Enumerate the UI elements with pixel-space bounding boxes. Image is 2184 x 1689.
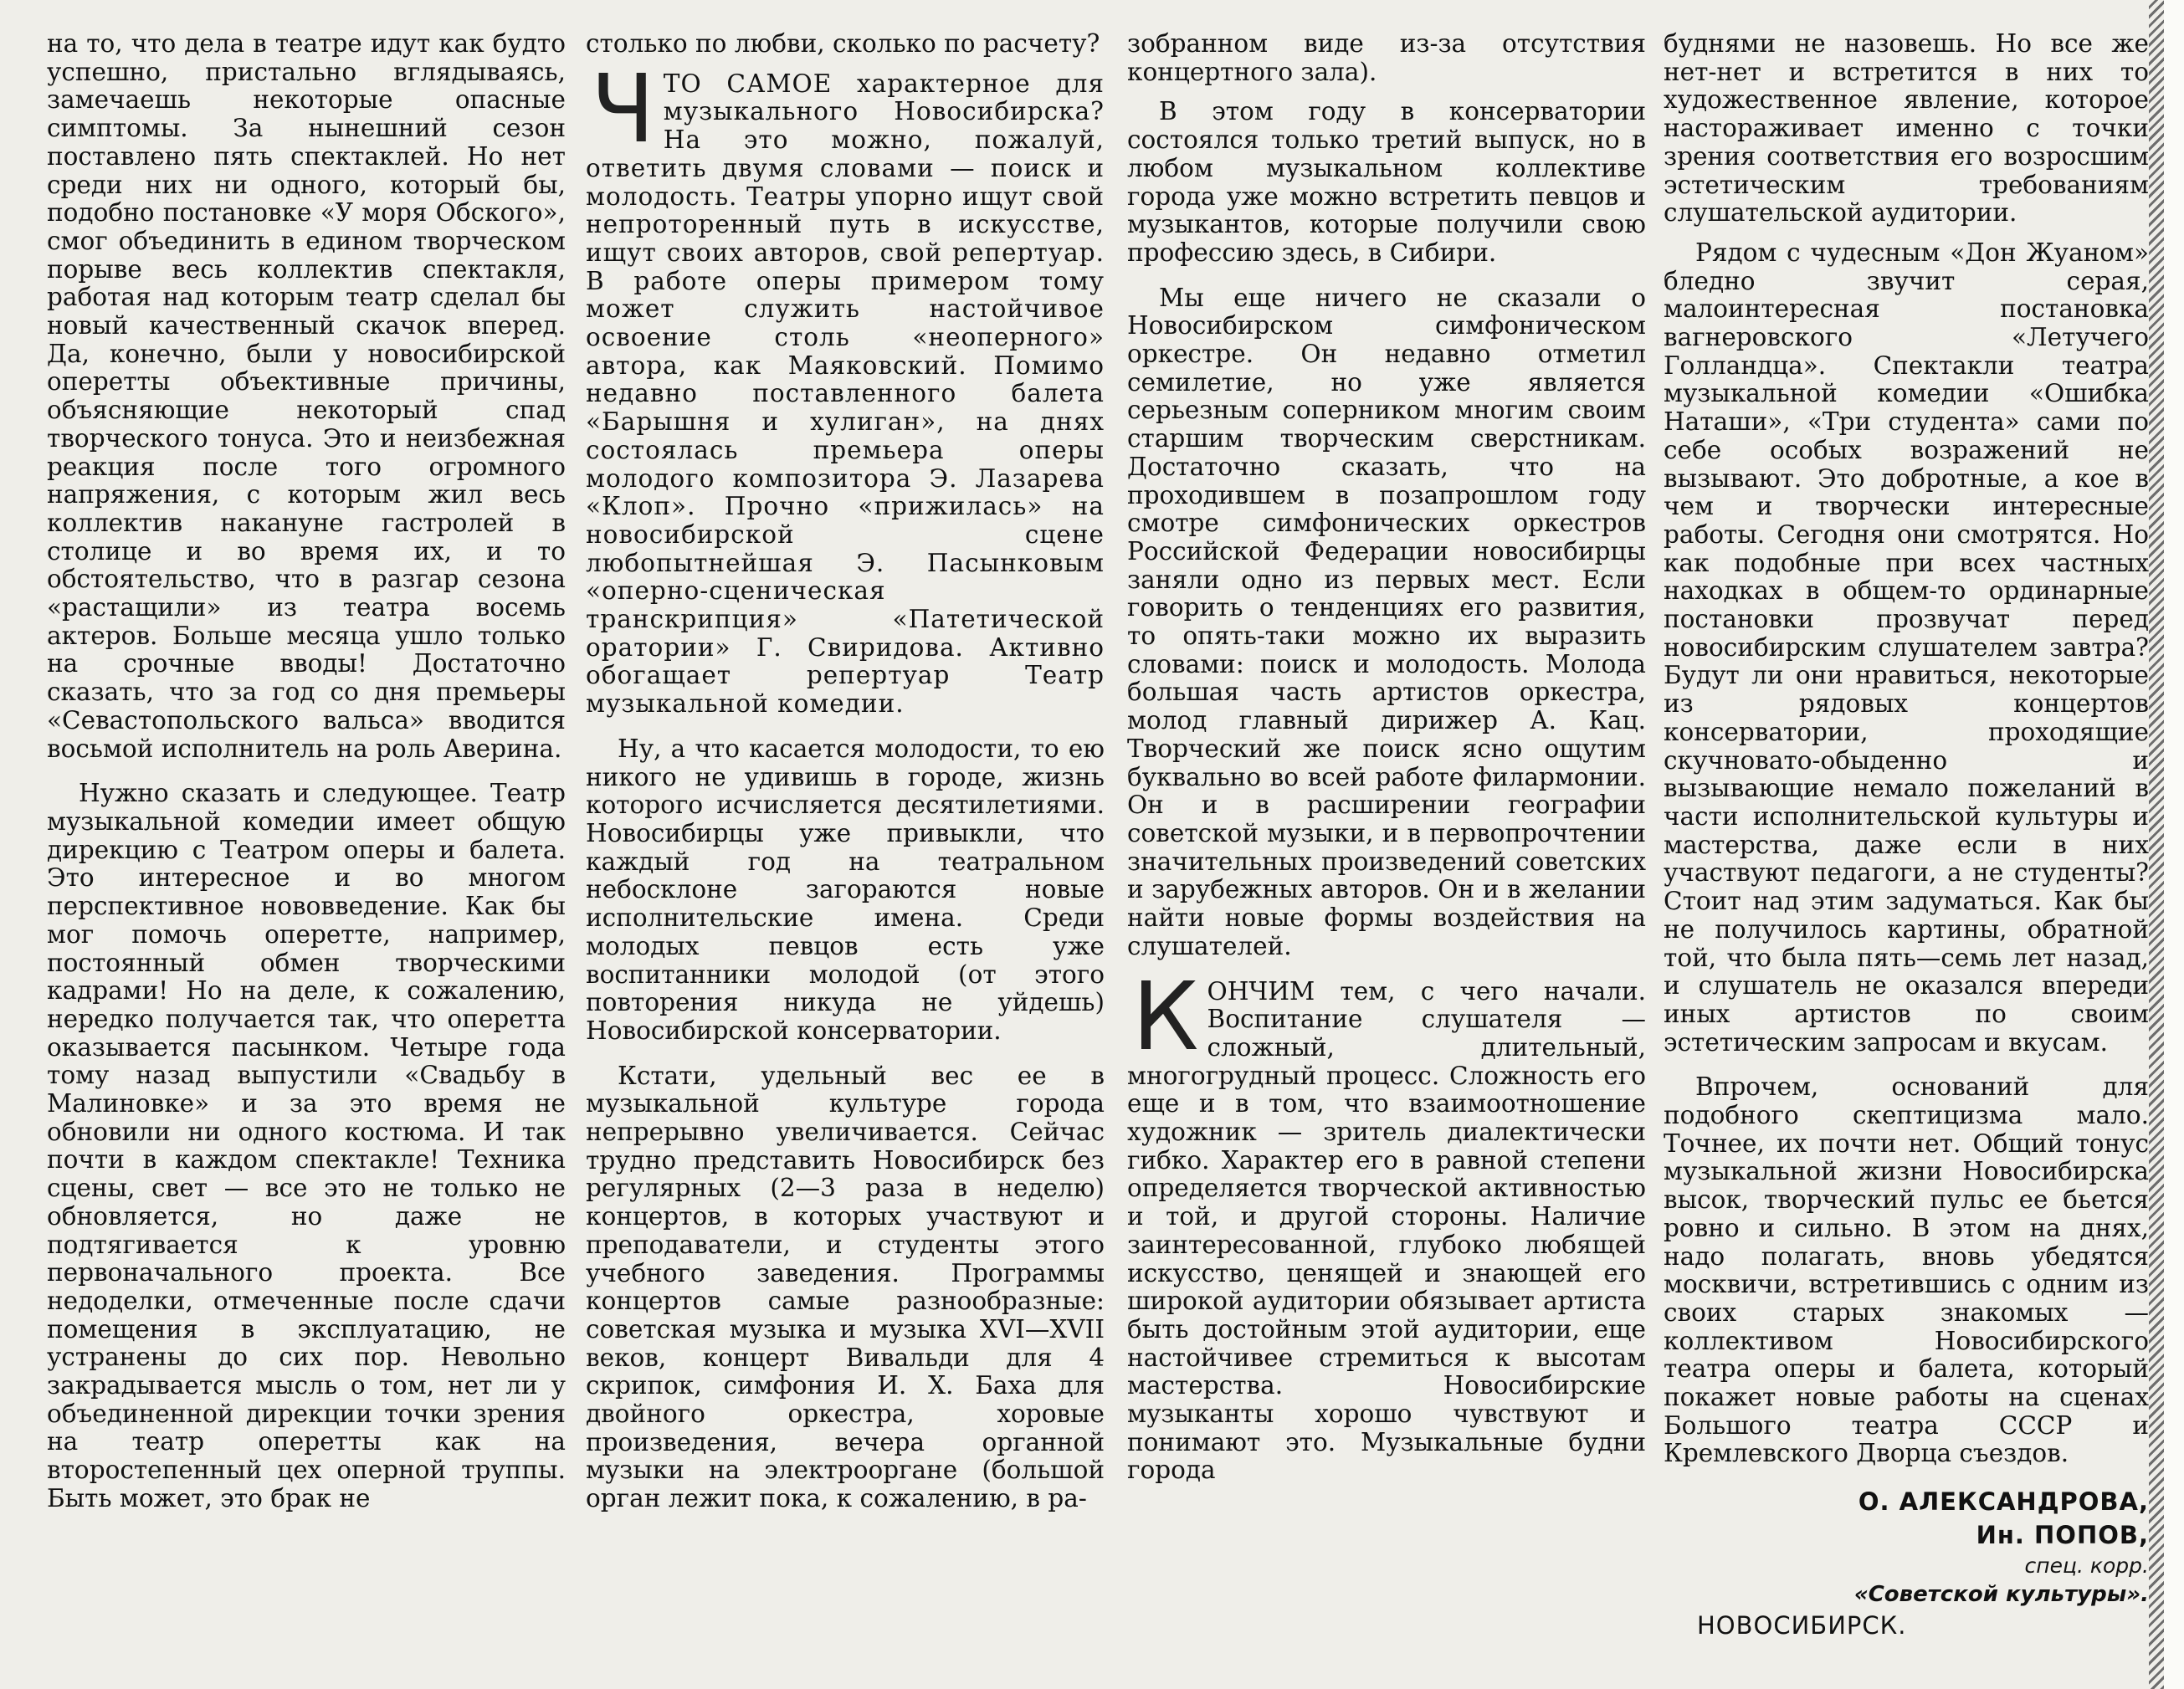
torn-edge <box>2149 0 2164 1689</box>
paragraph: Мы еще ничего не сказали о Новосибирском симфоническом оркестре. Он недавно отметил семилетие, но уже является серьезным соперником многим своим старшим творческим сверстникам. Достаточно сказать, что на проходившем в позапрошлом году смотре симфонических оркестров Российской Федерации новосибирцы заняли одно из первых мест. Если говорить о тенденциях его развития, то опять-таки можно их выразить словами: поиск и молодость. Молода большая часть артистов оркестра, молод главный дирижер А. Кац. Творческий же поиск ясно ощутим буквально во всей работе филармонии. Он и в расширении географии советской музыки, и в первопрочтении значительных произведений советских и зарубежных авторов. Он и в желании найти новые формы воздействия на слушателей. <box>1127 283 1646 960</box>
paragraph-with-dropcap <box>586 54 1105 719</box>
paragraph: В этом году в консерватории состоялся только третий выпуск, но в любом музыкальном коллективе города уже можно встретить певцов и музыкантов, которые получили свою профессию здесь, в Сибири. <box>1127 97 1646 267</box>
paragraph: Нужно сказать и следующее. Театр музыкальной комедии имеет общую дирекцию с Театром оперы и балета. Это интересное и во многом перспективное нововведение. Как бы мог помочь оперетте, например, постоянный обмен творческими кадрами! Но на деле, к сожалению, нередко получается так, что оперетта оказывается пасынком. Четыре года тому назад выпустили «Свадьбу в Малиновке» и за это время не обновили ни одного костюма. И так почти в каждом спектакле! Техника сцены, свет — все это не только не обновляется, но даже не подтягивается к уровню первоначального проекта. Все недоделки, отмеченные после сдачи помещения в эксплуатацию, не устранены до сих пор. Невольно закрадывается мысль о том, нет ли у объединенной дирекции точки зрения на театр оперетты как на второстепенный цех оперной труппы. Быть может, это брак не <box>47 779 566 1512</box>
paragraph: Ну, а что касается молодости, то ею никого не удивишь в городе, жизнь которого исчисляется десятилетиями. Новосибирцы уже привыкли, что каждый год на театральном небосклоне загораются новые исполнительские имена. Среди молодых певцов есть уже воспитанники молодой (от этого повторения никуда не уйдешь) Новосибирской консерватории. <box>586 734 1105 1045</box>
author-name: Ин. ПОПОВ, <box>1976 1521 2149 1550</box>
newspaper-name: «Советской культуры». <box>1853 1582 2149 1608</box>
paragraph-text: ОНЧИМ тем, с чего начали. Воспитание слушателя — сложный, длительный, многогрудный процесс. Сложность его еще и в том, что взаимоотношение художник — зритель диалектически гибко. Характер его в равной степени определяется творческой активностью и той, и другой стороны. Наличие заинтересованной, глубоко любящей искусство, ценящей и знающей его широкой аудитории обязывает артиста быть достойным этой аудитории, еще настойчивее стремиться к высотам мастерства. Новосибирские музыканты хорошо чувствуют и понимают это. Музыкальные будни города <box>1127 976 1646 1485</box>
author-role: спец. корр. <box>2024 1553 2149 1579</box>
drop-cap: К <box>1132 962 1199 1072</box>
article-column-3 <box>1127 30 1646 1682</box>
page-margin <box>2164 0 2184 1689</box>
article-column-2 <box>586 30 1105 1682</box>
paragraph: зобранном виде из-за отсутствия концертного зала). <box>1127 30 1646 86</box>
paragraph: столько по любви, сколько по расчету? <box>586 30 1100 58</box>
article-column-1 <box>47 30 566 1682</box>
paragraph: Рядом с чудесным «Дон Жуаном» бледно звучит серая, малоинтересная постановка вагнеровского «Летучего Голландца». Спектакли театра музыкальной комедии «Ошибка Наташи», «Три студента» сами по себе особых возражений не вызывают. Это добротные, а кое в чем и творчески интересные работы. Сегодня они смотрятся. Но как подобные при всех частных находках в общем-то ординарные постановки прозвучат перед новосибирским слушателем завтра? Будут ли они нравиться, некоторые из рядовых концертов консерватории, проходящие скучновато-обыденно и вызывающие немало пожеланий в части исполнительской культуры и мастерства, даже если в них участвуют педагоги, а не студенты? Стоит над этим задуматься. Как бы не получилось картины, обратной той, что была пять—семь лет назад, и слушатель не оказался впереди иных артистов по своим эстетическим запросам и вкусам. <box>1664 238 2149 1057</box>
article-column-4 <box>1664 30 2149 1682</box>
byline <box>1664 1485 2149 1609</box>
dateline-city: НОВОСИБИРСК. <box>1697 1611 1907 1640</box>
drop-cap: Ч <box>591 54 655 164</box>
author-name: О. АЛЕКСАНДРОВА, <box>1858 1487 2149 1517</box>
paragraph-with-dropcap <box>1127 962 1646 1486</box>
paragraph: Кстати, удельный вес ее в музыкальной культуре города непрерывно увеличивается. Сейчас трудно представить Новосибирск без регулярных (2—3 раза в неделю) концертов, в которых участвуют и преподаватели, и студенты этого учебного заведения. Программы концертов самые разнообразные: советская музыка и музыка XVI—XVII веков, концерт Вивальди для 4 скрипок, симфония И. Х. Баха для двойного оркестра, хоровые произведения, вечера органной музыки на электрооргане (большой орган лежит пока, к сожалению, в ра- <box>586 1061 1105 1513</box>
paragraph: буднями не назовешь. Но все же нет-нет и встретится в них то художественное явление, которое настораживает именно с точки зрения соответствия его возросшим эстетическим требованиям слушательской аудитории. <box>1664 30 2149 228</box>
paragraph: на то, что дела в театре идут как будто успешно, пристально вглядываясь, замечаешь некоторые опасные симптомы. За нынешний сезон поставлено пять спектаклей. Но нет среди них ни одного, который бы, подобно постановке «У моря Обского», смог объединить в едином творческом порыве весь коллектив спектакля, работая над которым театр сделал бы новый качественный скачок вперед. Да, конечно, были у новосибирской оперетты объективные причины, объясняющие некоторый спад творческого тонуса. Это и неизбежная реакция после того огромного напряжения, с которым жил весь коллектив накануне гастролей в столице и во время их, и то обстоятельство, что в разгар сезона «растащили» из театра восемь актеров. Больше месяца ушло только на срочные вводы! Достаточно сказать, что за год со дня премьеры «Севастопольского вальса» вводится восьмой исполнитель на роль Аверина. <box>47 30 566 763</box>
paragraph: Впрочем, оснований для подобного скептицизма мало. Точнее, их почти нет. Общий тонус музыкальной жизни Новосибирска высок, творческий пульс ее бьется ровно и сильно. В этом на днях, надо полагать, вновь убедятся москвичи, встретившись с одним из своих старых знакомых — коллективом Новосибирского театра оперы и балета, который покажет новые работы на сценах Большого театра СССР и Кремлевского Дворца съездов. <box>1664 1072 2149 1468</box>
paragraph-text: ТО САМОЕ характерное для музыкального Новосибирска? На это можно, пожалуй, ответить двумя словами — поиск и молодость. Театры упорно ищут свой непроторенный путь в искусстве, ищут своих авторов, свой репертуар. В работе оперы примером тому может служить настойчивое освоение столь «неоперного» автора, как Маяковский. Помимо недавно поставленного балета «Барышня и хулиган», на днях состоялась премьера оперы молодого композитора Э. Лазарева «Клоп». Прочно «прижилась» на новосибирской сцене любопытнейшая Э. Пасынковым «оперно-сценическая транскрипция» «Патетической оратории» Г. Свиридова. Активно обогащает репертуар Театр музыкальной комедии. <box>586 69 1105 719</box>
